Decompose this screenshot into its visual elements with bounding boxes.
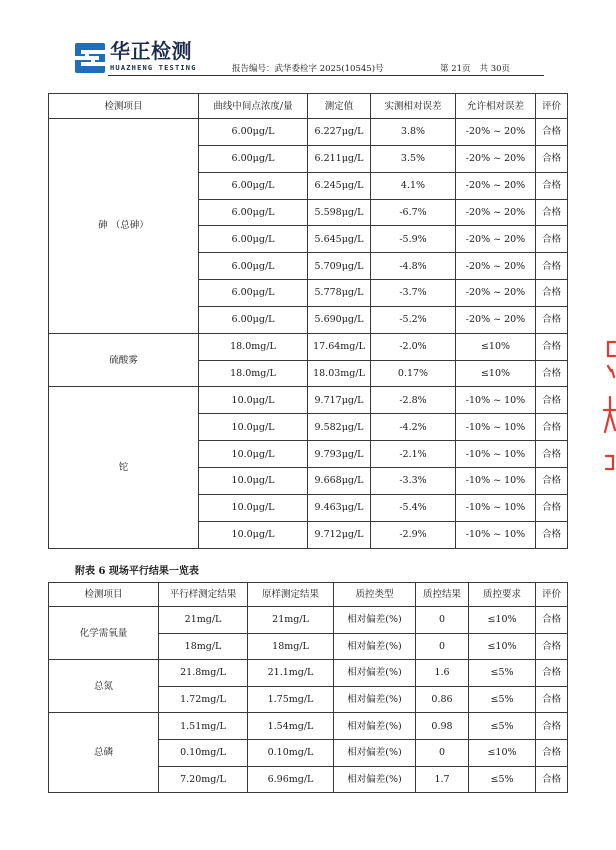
calibration-midpoint-cell: 10.0μg/L [199,467,308,494]
report-number: 报告编号：武华委检字 2025(10545)号 [232,64,384,74]
company-logo-icon [75,43,105,73]
parallel-sample-result-cell: 21mg/L [159,607,248,634]
measured-value-cell: 17.64mg/L [308,333,371,360]
evaluation-cell: 合格 [536,521,568,548]
evaluation-cell: 合格 [536,713,568,740]
table-row [49,607,568,634]
measured-value-cell: 6.245μg/L [308,172,371,199]
allowed-relative-error-cell: -20% ~ 20% [456,199,536,226]
measured-relative-error-cell: -2.0% [371,333,456,360]
calibration-midpoint-cell: 10.0μg/L [199,387,308,414]
measured-value-cell: 9.793μg/L [308,441,371,468]
evaluation-cell: 合格 [536,253,568,280]
measured-value-cell: 6.211μg/L [308,145,371,172]
qc-type-cell: 相对偏差(%) [334,633,416,660]
calibration-midpoint-cell: 18.0mg/L [199,360,308,387]
measured-relative-error-cell: -2.9% [371,521,456,548]
qc-requirement-cell: ≤5% [469,766,536,793]
allowed-relative-error-cell: -20% ~ 20% [456,306,536,333]
evaluation-cell: 合格 [536,119,568,146]
measured-relative-error-cell: -5.9% [371,226,456,253]
measured-relative-error-cell: 3.5% [371,145,456,172]
allowed-relative-error-cell: ≤10% [456,360,536,387]
measured-relative-error-cell: -3.3% [371,467,456,494]
page-indicator [440,64,510,74]
measured-value-cell: 18.03mg/L [308,360,371,387]
evaluation-cell: 合格 [536,387,568,414]
evaluation-cell: 合格 [536,494,568,521]
measured-relative-error-cell: -3.7% [371,280,456,307]
calibration-midpoint-cell: 6.00μg/L [199,226,308,253]
evaluation-cell: 合格 [536,467,568,494]
column-header: 曲线中间点浓度/量 [199,94,308,119]
test-item-cell: 铊 [49,387,199,548]
calibration-midpoint-cell: 6.00μg/L [199,119,308,146]
page-total: 共 30页 [479,64,511,74]
qc-result-cell: 0.98 [416,713,469,740]
allowed-relative-error-cell: -10% ~ 10% [456,414,536,441]
calibration-midpoint-cell: 10.0μg/L [199,441,308,468]
measured-relative-error-cell: 3.8% [371,119,456,146]
measured-value-cell: 9.717μg/L [308,387,371,414]
measured-relative-error-cell: 0.17% [371,360,456,387]
allowed-relative-error-cell: -10% ~ 10% [456,494,536,521]
evaluation-cell: 合格 [536,172,568,199]
column-header: 测定值 [308,94,371,119]
evaluation-cell: 合格 [536,199,568,226]
calibration-midpoint-cell: 6.00μg/L [199,280,308,307]
evaluation-cell: 合格 [536,414,568,441]
parallel-sample-result-cell: 7.20mg/L [159,766,248,793]
calibration-midpoint-cell: 6.00μg/L [199,253,308,280]
allowed-relative-error-cell: -20% ~ 20% [456,253,536,280]
qc-requirement-cell: ≤5% [469,686,536,713]
calibration-midpoint-cell: 6.00μg/L [199,306,308,333]
allowed-relative-error-cell: -20% ~ 20% [456,226,536,253]
calibration-check-table [48,93,568,549]
evaluation-cell: 合格 [536,607,568,634]
qc-type-cell: 相对偏差(%) [334,766,416,793]
original-sample-result-cell: 1.75mg/L [248,686,334,713]
column-header: 平行样测定结果 [159,583,248,607]
qc-type-cell: 相对偏差(%) [334,607,416,634]
evaluation-cell: 合格 [536,739,568,766]
evaluation-cell: 合格 [536,306,568,333]
qc-type-cell: 相对偏差(%) [334,686,416,713]
measured-relative-error-cell: -4.8% [371,253,456,280]
test-item-cell: 硫酸雾 [49,333,199,387]
original-sample-result-cell: 0.10mg/L [248,739,334,766]
qc-result-cell: 0 [416,633,469,660]
qc-result-cell: 1.6 [416,660,469,687]
qc-result-cell: 0 [416,739,469,766]
qc-type-cell: 相对偏差(%) [334,739,416,766]
measured-value-cell: 6.227μg/L [308,119,371,146]
test-item-cell: 砷 （总砷） [49,119,199,334]
calibration-midpoint-cell: 10.0μg/L [199,414,308,441]
table-header-row [49,583,568,607]
column-header: 允许相对误差 [456,94,536,119]
evaluation-cell: 合格 [536,766,568,793]
parallel-sample-result-cell: 21.8mg/L [159,660,248,687]
column-header: 质控结果 [416,583,469,607]
calibration-midpoint-cell: 18.0mg/L [199,333,308,360]
parallel-sample-result-cell: 1.51mg/L [159,713,248,740]
original-sample-result-cell: 21mg/L [248,607,334,634]
qc-result-cell: 1.7 [416,766,469,793]
parallel-sample-result-cell: 1.72mg/L [159,686,248,713]
allowed-relative-error-cell: -10% ~ 10% [456,521,536,548]
evaluation-cell: 合格 [536,441,568,468]
header-divider [108,75,544,76]
measured-value-cell: 9.582μg/L [308,414,371,441]
original-sample-result-cell: 6.96mg/L [248,766,334,793]
qc-requirement-cell: ≤5% [469,660,536,687]
field-parallel-results-table [48,582,568,793]
parallel-sample-result-cell: 0.10mg/L [159,739,248,766]
measured-value-cell: 9.463μg/L [308,494,371,521]
calibration-midpoint-cell: 10.0μg/L [199,494,308,521]
page-current: 第 21页 [440,64,471,74]
allowed-relative-error-cell: -10% ~ 10% [456,467,536,494]
table-row [49,660,568,687]
evaluation-cell: 合格 [536,333,568,360]
parallel-sample-result-cell: 18mg/L [159,633,248,660]
measured-value-cell: 5.645μg/L [308,226,371,253]
table-header-row [49,94,568,119]
calibration-midpoint-cell: 6.00μg/L [199,199,308,226]
allowed-relative-error-cell: ≤10% [456,333,536,360]
allowed-relative-error-cell: -20% ~ 20% [456,280,536,307]
measured-value-cell: 9.668μg/L [308,467,371,494]
qc-requirement-cell: ≤10% [469,607,536,634]
qc-type-cell: 相对偏差(%) [334,713,416,740]
column-header: 检测项目 [49,583,159,607]
evaluation-cell: 合格 [536,360,568,387]
measured-relative-error-cell: 4.1% [371,172,456,199]
evaluation-cell: 合格 [536,686,568,713]
measured-relative-error-cell: -6.7% [371,199,456,226]
original-sample-result-cell: 21.1mg/L [248,660,334,687]
calibration-midpoint-cell: 10.0μg/L [199,521,308,548]
section-title: 附表 6 现场平行结果一览表 [75,566,199,577]
original-sample-result-cell: 18mg/L [248,633,334,660]
qc-requirement-cell: ≤10% [469,739,536,766]
evaluation-cell: 合格 [536,226,568,253]
calibration-midpoint-cell: 6.00μg/L [199,172,308,199]
allowed-relative-error-cell: -20% ~ 20% [456,172,536,199]
allowed-relative-error-cell: -10% ~ 10% [456,387,536,414]
table-row [49,333,568,360]
evaluation-cell: 合格 [536,633,568,660]
qc-result-cell: 0 [416,607,469,634]
original-sample-result-cell: 1.54mg/L [248,713,334,740]
evaluation-cell: 合格 [536,280,568,307]
measured-value-cell: 5.709μg/L [308,253,371,280]
company-name-english: HUAZHENG TESTING [110,64,197,72]
calibration-midpoint-cell: 6.00μg/L [199,145,308,172]
measured-relative-error-cell: -5.2% [371,306,456,333]
measured-relative-error-cell: -5.4% [371,494,456,521]
column-header: 原样测定结果 [248,583,334,607]
test-item-cell: 总磷 [49,713,159,793]
column-header: 评价 [536,94,568,119]
qc-type-cell: 相对偏差(%) [334,660,416,687]
measured-relative-error-cell: -4.2% [371,414,456,441]
qc-requirement-cell: ≤10% [469,633,536,660]
seal-stamp [602,340,616,472]
evaluation-cell: 合格 [536,145,568,172]
column-header: 质控要求 [469,583,536,607]
allowed-relative-error-cell: -20% ~ 20% [456,145,536,172]
allowed-relative-error-cell: -20% ~ 20% [456,119,536,146]
measured-value-cell: 5.690μg/L [308,306,371,333]
measured-value-cell: 5.778μg/L [308,280,371,307]
test-item-cell: 化学需氧量 [49,607,159,660]
allowed-relative-error-cell: -10% ~ 10% [456,441,536,468]
qc-requirement-cell: ≤5% [469,713,536,740]
column-header: 评价 [536,583,568,607]
column-header: 质控类型 [334,583,416,607]
column-header: 实测相对误差 [371,94,456,119]
table-row [49,119,568,146]
test-item-cell: 总氮 [49,660,159,713]
column-header: 检测项目 [49,94,199,119]
measured-relative-error-cell: -2.1% [371,441,456,468]
qc-result-cell: 0.86 [416,686,469,713]
measured-relative-error-cell: -2.8% [371,387,456,414]
measured-value-cell: 9.712μg/L [308,521,371,548]
company-name: 华正检测 [110,39,192,63]
table-row [49,387,568,414]
table-row [49,713,568,740]
measured-value-cell: 5.598μg/L [308,199,371,226]
evaluation-cell: 合格 [536,660,568,687]
